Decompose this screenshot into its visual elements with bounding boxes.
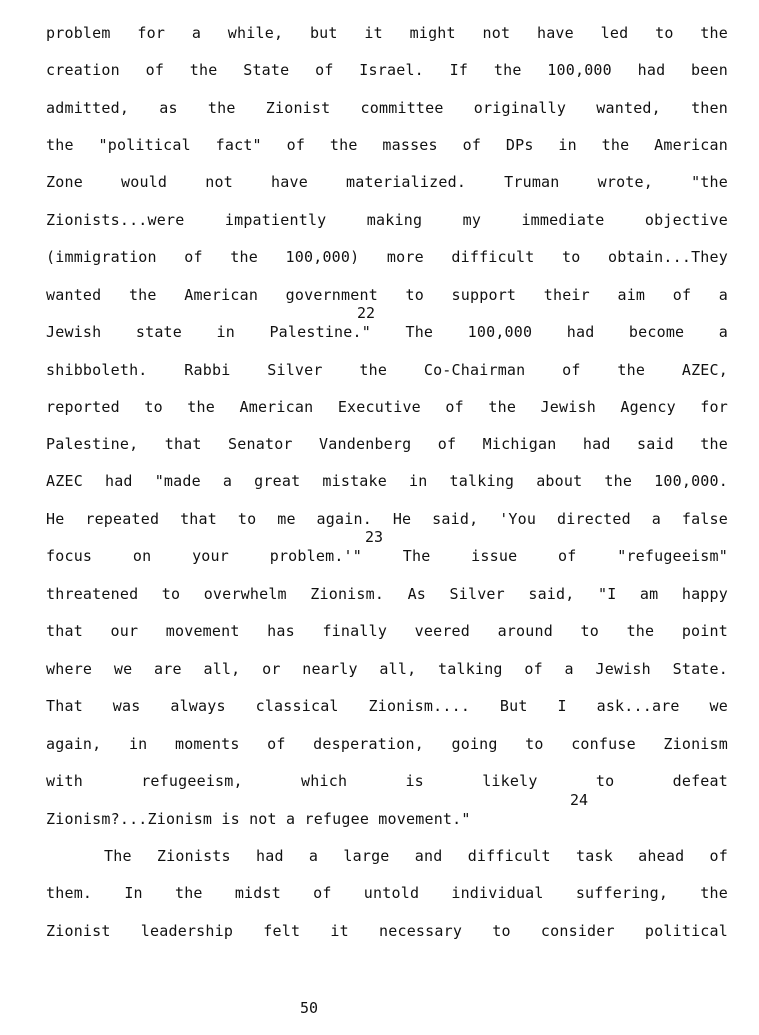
text-line: AZEC had "made a great mistake in talking about the 100,000. (46, 472, 728, 490)
text-line: Palestine, that Senator Vandenberg of Michigan had said the (46, 435, 728, 453)
text-line: problem for a while, but it might not have led to the (46, 24, 728, 42)
text-line: threatened to overwhelm Zionism. As Silver said, "I am happy (46, 585, 728, 603)
footnote-marker: 23 (365, 528, 384, 546)
text-line: where we are all, or nearly all, talking of a Jewish State. (46, 660, 728, 678)
text-line: Zionism?...Zionism is not a refugee movement." (46, 810, 471, 828)
text-line: wanted the American government to support their aim of a (46, 286, 728, 304)
text-line: them. In the midst of untold individual suffering, the (46, 884, 728, 902)
text-line: Jewish state in Palestine." The 100,000 had become a (46, 323, 728, 341)
text-line: creation of the State of Israel. If the 100,000 had been (46, 61, 728, 79)
text-line: again, in moments of desperation, going to confuse Zionism (46, 735, 728, 753)
text-line: admitted, as the Zionist committee originally wanted, then (46, 99, 728, 117)
text-line: (immigration of the 100,000) more difficult to obtain...They (46, 248, 728, 266)
text-line: Zionist leadership felt it necessary to consider political (46, 922, 728, 940)
text-line: the "political fact" of the masses of DPs in the American (46, 136, 728, 154)
paragraph-start-line: The Zionists had a large and difficult task ahead of (104, 847, 728, 865)
text-line: that our movement has finally veered around to the point (46, 622, 728, 640)
text-line: with refugeeism, which is likely to defeat (46, 772, 728, 790)
text-line: That was always classical Zionism.... But I ask...are we (46, 697, 728, 715)
footnote-marker: 24 (570, 791, 589, 809)
text-line: shibboleth. Rabbi Silver the Co-Chairman of the AZEC, (46, 361, 728, 379)
text-line: He repeated that to me again. He said, 'You directed a false (46, 510, 728, 528)
text-line: reported to the American Executive of the Jewish Agency for (46, 398, 728, 416)
text-line: Zionists...were impatiently making my immediate objective (46, 211, 728, 229)
footnote-marker: 22 (357, 304, 376, 322)
page-number: 50 (300, 999, 319, 1017)
text-line: focus on your problem.'" The issue of "refugeeism" (46, 547, 728, 565)
text-line: Zone would not have materialized. Truman wrote, "the (46, 173, 728, 191)
